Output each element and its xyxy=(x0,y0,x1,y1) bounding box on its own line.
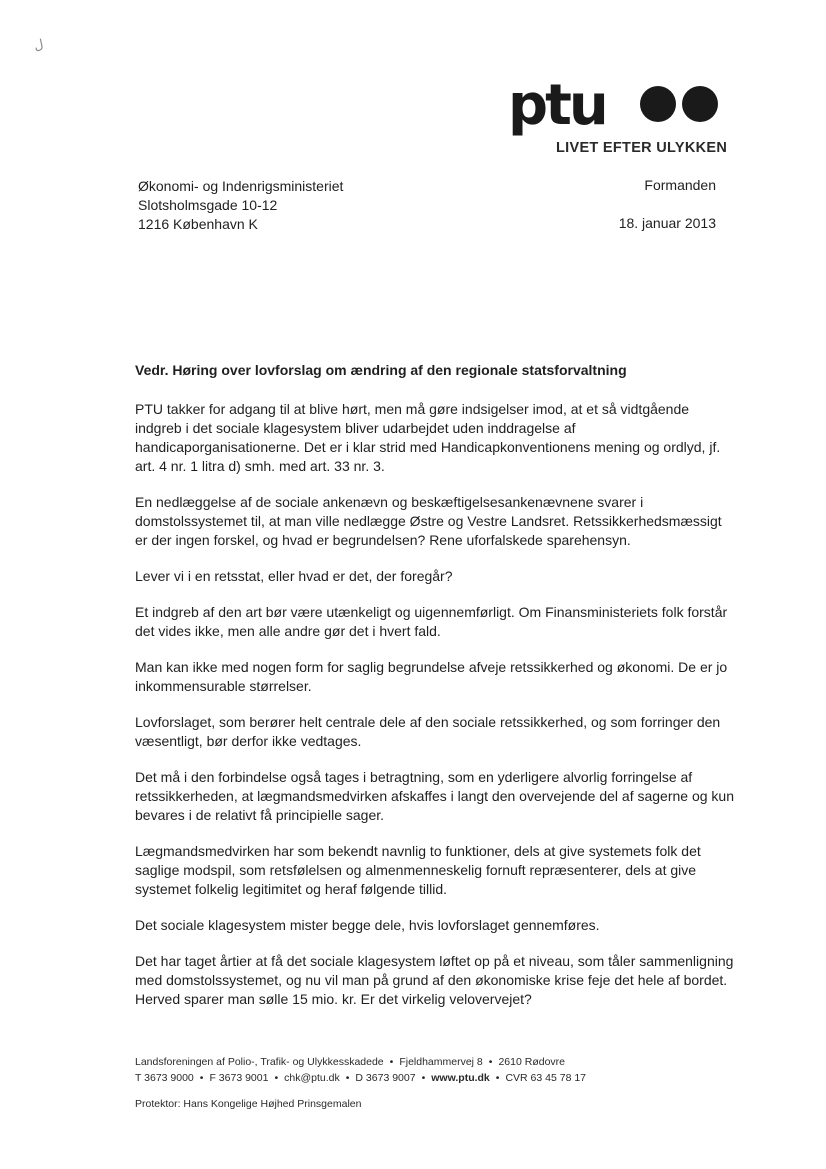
sender-role: Formanden xyxy=(644,177,716,193)
letter-date: 18. januar 2013 xyxy=(618,215,716,231)
paragraph: Man kan ikke med nogen form for saglig begrundelse afveje retssikkerhed og økonomi. De er jo inkommensurable størrelser. xyxy=(135,659,728,694)
ptu-logo xyxy=(508,80,728,160)
letter-subject: Vedr. Høring over lovforslag om ændring af den regionale statsforvaltning xyxy=(135,362,627,378)
logo-dot-2 xyxy=(682,86,718,122)
paragraph: PTU takker for adgang til at blive hørt, men må gøre indsigelser imod, at et så vidtgående indgreb i det sociale klagesystem bliver udarbejdet uden inddragelse af handicaporganisationerne. Det er i klar strid med Handicapkonventionens mening og ordlyd, jf. art. 4 nr. 1 litra d) smh. med art. 33 nr. 3. xyxy=(135,401,721,474)
paragraph: Det må i den forbindelse også tages i betragtning, som en yderligere alvorlig forringelse af retssikkerheden, at lægmandsmedvirken afskaffes i langt den overvejende del af sagerne og kun bevares i de relativt få principielle sager. xyxy=(135,769,734,823)
paragraph: Lever vi i en retsstat, eller hvad er det, der foregår? xyxy=(135,568,453,584)
paragraph: Det har taget årtier at få det sociale klagesystem løftet op på et niveau, som tåler sammenligning med domstolssystemet, og nu vil man på grund af den økonomiske krise feje det hele af bordet. Herved sparer man sølle 15 mio. kr. Er det virkelig velovervejet? xyxy=(135,953,734,1007)
paragraph: En nedlæggelse af de sociale ankenævn og beskæftigelsesankenævnene svarer i domstolssystemet til, at man ville nedlægge Østre og Vestre Landsret. Retssikkerhedsmæssigt er der ingen forskel, og hvad er begrundelsen? Rene uforfalskede sparehensyn. xyxy=(135,494,722,548)
footer-protektor: Protektor: Hans Kongelige Højhed Prinsgemalen xyxy=(135,1098,362,1110)
footer-phone: T 3673 9000 xyxy=(135,1072,194,1084)
ptu-logo-mark xyxy=(508,80,728,140)
letter-body xyxy=(135,361,735,1026)
recipient-city: 1216 København K xyxy=(138,216,258,232)
paragraph: Lovforslaget, som berører helt centrale dele af den sociale retssikkerhed, og som forringer den væsentligt, bør derfor ikke vedtages. xyxy=(135,714,721,749)
footer-city: 2610 Rødovre xyxy=(498,1056,566,1068)
footer-direct: D 3673 9007 xyxy=(355,1072,416,1084)
footer-line-2: T 3673 9000 • F 3673 9001 • chk@ptu.dk • D 3673 9007 • www.ptu.dk • CVR 63 45 78 17 xyxy=(135,1072,587,1084)
recipient-address xyxy=(138,177,343,234)
footer-org: Landsforeningen af Polio-, Trafik- og Ulykkesskadede xyxy=(135,1056,384,1068)
logo-dot-1 xyxy=(640,86,676,122)
recipient-street: Slotsholmsgade 10-12 xyxy=(138,197,278,213)
paragraph: Et indgreb af den art bør være utænkeligt og uigennemførligt. Om Finansministeriets folk forstår det vides ikke, men alle andre gør det i hvert fald. xyxy=(135,604,728,639)
paragraph: Lægmandsmedvirken har som bekendt navnlig to funktioner, dels at give systemets folk det saglige modspil, som retsfølelsen og almenmenneskelig fornuft repræsenterer, dels at give systemet folkelig legitimitet og heraf følgende tillid. xyxy=(135,843,701,897)
paragraph: Det sociale klagesystem mister begge dele, hvis lovforslaget gennemføres. xyxy=(135,917,600,933)
footer-email: chk@ptu.dk xyxy=(284,1072,340,1084)
logo-tagline: LIVET EFTER ULYKKEN xyxy=(556,140,728,156)
footer-address: Fjeldhammervej 8 xyxy=(399,1056,483,1068)
footer-fax: F 3673 9001 xyxy=(209,1072,269,1084)
recipient-name: Økonomi- og Indenrigsministeriet xyxy=(138,178,344,194)
handwritten-mark: ل xyxy=(32,37,45,54)
letterhead-footer xyxy=(135,1054,586,1086)
footer-line-1: Landsforeningen af Polio-, Trafik- og Ulykkesskadede • Fjeldhammervej 8 • 2610 Rødovre xyxy=(135,1056,566,1068)
logo-wordmark: ptu xyxy=(508,80,606,138)
footer-cvr: CVR 63 45 78 17 xyxy=(505,1072,587,1084)
footer-web: www.ptu.dk xyxy=(431,1072,490,1084)
